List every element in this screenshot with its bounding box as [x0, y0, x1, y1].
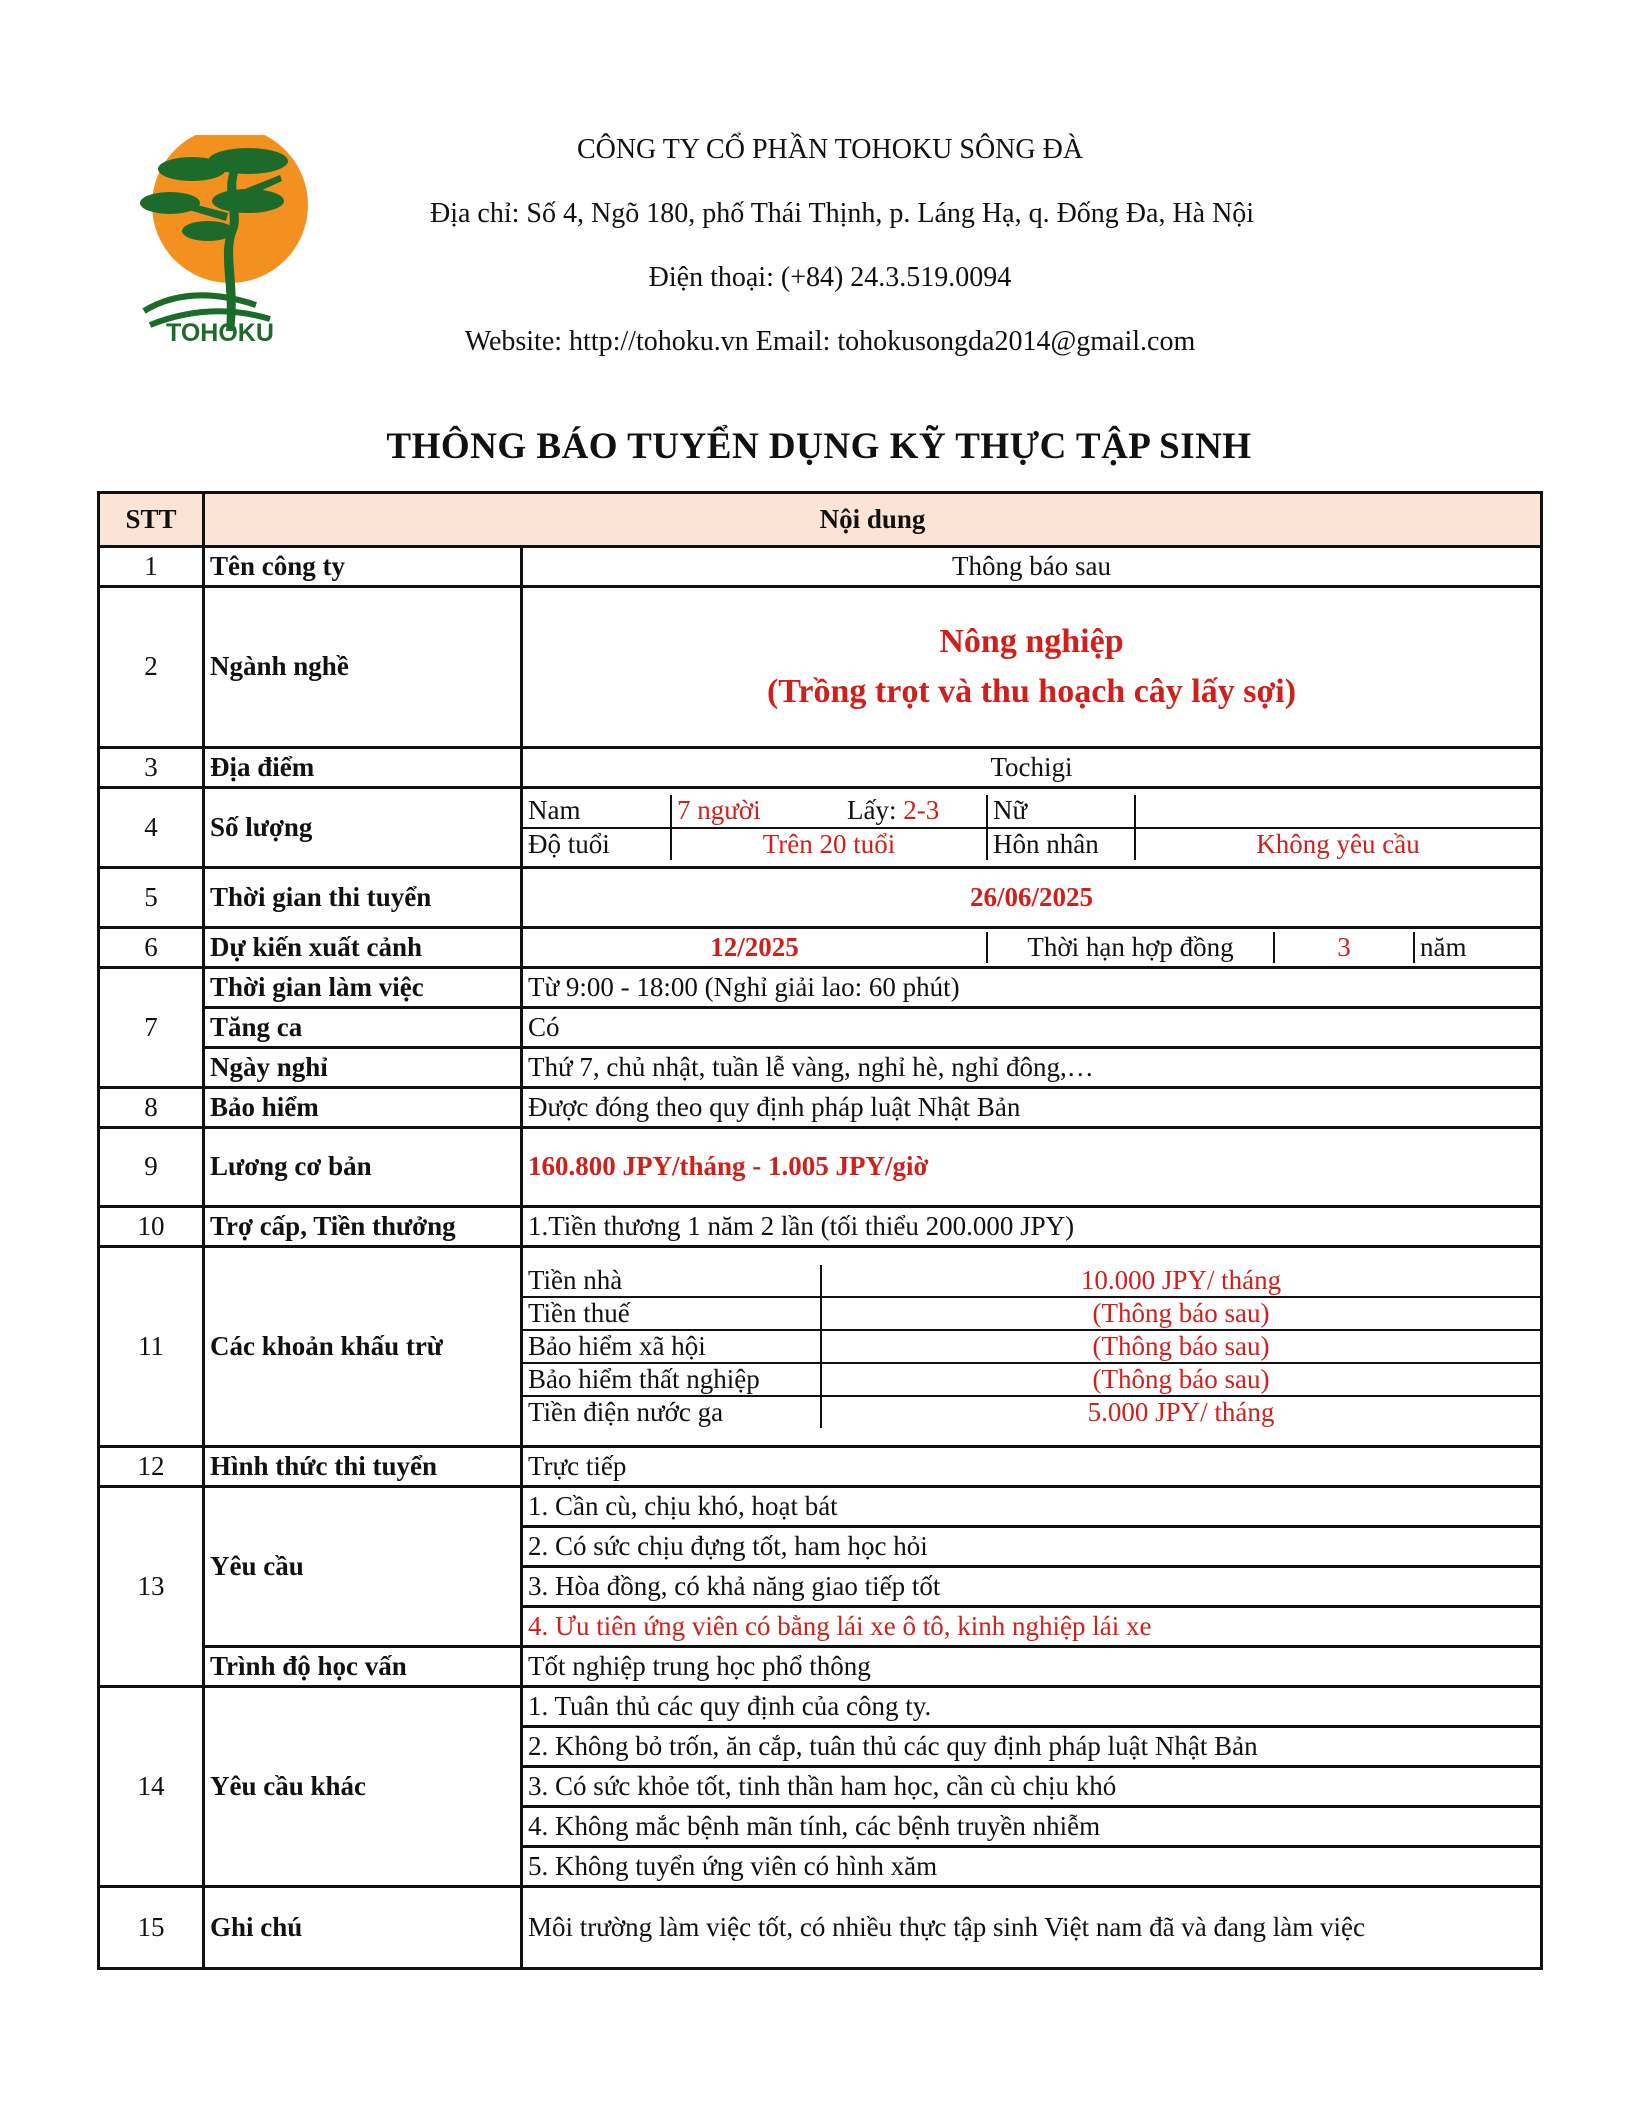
table-row — [99, 1487, 1542, 1527]
table-row — [99, 788, 1542, 868]
row-label: Lương cơ bản — [204, 1128, 522, 1207]
contract-unit: năm — [1420, 931, 1467, 962]
row-label: Ngày nghỉ — [204, 1048, 522, 1088]
page-title: THÔNG BÁO TUYỂN DỤNG KỸ THỰC TẬP SINH — [386, 426, 1252, 467]
row-value — [522, 587, 1542, 748]
departure-value: 12/2025 — [523, 932, 987, 963]
table-row — [99, 547, 1542, 587]
table-row — [99, 1647, 1542, 1687]
deduction-name: Bảo hiểm xã hội — [523, 1330, 821, 1363]
deduction-value: 10.000 JPY/ tháng — [821, 1265, 1540, 1297]
age-value: Trên 20 tuổi — [671, 828, 987, 860]
col-stt-header: STT — [99, 493, 204, 547]
table-row — [99, 1247, 1542, 1447]
row-label: Yêu cầu khác — [204, 1687, 522, 1887]
industry-line1: Nông nghiệp — [939, 623, 1124, 660]
row-label: Thời gian làm việc — [204, 968, 522, 1008]
row-number: 13 — [99, 1487, 204, 1687]
row-value: Trực tiếp — [522, 1447, 1542, 1487]
row-value: 26/06/2025 — [522, 868, 1542, 928]
table-row — [99, 868, 1542, 928]
row-number: 12 — [99, 1447, 204, 1487]
female-label: Nữ — [987, 795, 1135, 827]
table-row — [99, 1128, 1542, 1207]
other-requirement-item: 1. Tuân thủ các quy định của công ty. — [522, 1687, 1542, 1727]
deduction-name: Tiền thuế — [523, 1297, 821, 1330]
table-row — [99, 968, 1542, 1008]
requirement-item: 2. Có sức chịu đựng tốt, ham học hỏi — [522, 1527, 1542, 1567]
company-address: Địa chỉ: Số 4, Ngõ 180, phố Thái Thịnh, p. Láng Hạ, q. Đống Đa, Hà Nội — [430, 198, 1255, 229]
deduction-name: Tiền nhà — [523, 1265, 821, 1297]
male-label: Nam — [523, 795, 671, 827]
table-header-row — [99, 493, 1542, 547]
row-label: Các khoản khấu trừ — [204, 1247, 522, 1447]
row-value: Môi trường làm việc tốt, có nhiều thực tập sinh Việt nam đã và đang làm việc — [522, 1887, 1542, 1969]
row-label: Trình độ học vấn — [204, 1647, 522, 1687]
table-row — [99, 587, 1542, 748]
table-row — [99, 1048, 1542, 1088]
row-number: 7 — [99, 968, 204, 1088]
row-number: 9 — [99, 1128, 204, 1207]
row-value — [522, 788, 1542, 868]
row-value: Tochigi — [522, 748, 1542, 788]
row-label: Số lượng — [204, 788, 522, 868]
row-label: Hình thức thi tuyển — [204, 1447, 522, 1487]
row-number: 5 — [99, 868, 204, 928]
marital-value: Không yêu cầu — [1256, 828, 1420, 859]
table-row — [99, 1447, 1542, 1487]
row-value: Từ 9:00 - 18:00 (Nghỉ giải lao: 60 phút) — [522, 968, 1542, 1008]
company-web: Website: http://tohoku.vn Email: tohokusongda2014@gmail.com — [464, 326, 1196, 357]
col-content-header: Nội dung — [204, 493, 1542, 547]
row-value: 160.800 JPY/tháng - 1.005 JPY/giờ — [522, 1128, 1542, 1207]
row-value: Thứ 7, chủ nhật, tuần lễ vàng, nghỉ hè, nghỉ đông,… — [522, 1048, 1542, 1088]
recruitment-table — [97, 491, 1543, 1970]
contract-label: Thời hạn hợp đồng — [987, 932, 1274, 963]
row-value: Có — [522, 1008, 1542, 1048]
other-requirement-item: 3. Có sức khỏe tốt, tinh thần ham học, cần cù chịu khó — [522, 1767, 1542, 1807]
row-number: 4 — [99, 788, 204, 868]
deduction-name: Tiền điện nước ga — [523, 1396, 821, 1428]
row-label: Địa điểm — [204, 748, 522, 788]
row-number: 3 — [99, 748, 204, 788]
row-number: 6 — [99, 928, 204, 968]
row-label: Thời gian thi tuyển — [204, 868, 522, 928]
row-number: 15 — [99, 1887, 204, 1969]
row-label: Tên công ty — [204, 547, 522, 587]
table-row — [99, 748, 1542, 788]
logo-wordmark: TOHOKU — [166, 319, 274, 345]
requirement-item: 1. Cần cù, chịu khó, hoạt bát — [522, 1487, 1542, 1527]
table-row — [99, 1887, 1542, 1969]
marital-label: Hôn nhân — [987, 828, 1135, 860]
row-number: 1 — [99, 547, 204, 587]
row-value: Thông báo sau — [522, 547, 1542, 587]
deduction-name: Bảo hiểm thất nghiệp — [523, 1363, 821, 1396]
row-value: 1.Tiền thương 1 năm 2 lần (tối thiểu 200.000 JPY) — [522, 1207, 1542, 1247]
deduction-value: 5.000 JPY/ tháng — [1087, 1397, 1275, 1428]
row-number: 2 — [99, 587, 204, 748]
table-row — [99, 1088, 1542, 1128]
row-label: Bảo hiểm — [204, 1088, 522, 1128]
company-name: CÔNG TY CỔ PHẦN TOHOKU SÔNG ĐÀ — [576, 134, 1084, 165]
other-requirement-item: 4. Không mắc bệnh mãn tính, các bệnh truyền nhiễm — [522, 1807, 1542, 1847]
row-value — [522, 1247, 1542, 1447]
company-phone: Điện thoại: (+84) 24.3.519.0094 — [648, 262, 1012, 293]
table-row — [99, 1687, 1542, 1727]
row-value — [522, 928, 1542, 968]
row-number: 10 — [99, 1207, 204, 1247]
row-number: 8 — [99, 1088, 204, 1128]
female-quota — [1135, 795, 1540, 827]
row-value: Tốt nghiệp trung học phổ thông — [522, 1647, 1542, 1687]
row-label: Ngành nghề — [204, 587, 522, 748]
requirement-item: 3. Hòa đồng, có khả năng giao tiếp tốt — [522, 1567, 1542, 1607]
company-logo — [130, 135, 330, 345]
industry-line2: (Trồng trọt và thu hoạch cây lấy sợi) — [766, 673, 1297, 710]
row-label: Dự kiến xuất cảnh — [204, 928, 522, 968]
row-value: Được đóng theo quy định pháp luật Nhật Bản — [522, 1088, 1542, 1128]
other-requirement-item: 5. Không tuyển ứng viên có hình xăm — [522, 1847, 1542, 1887]
male-quota: 7 người Lấy: 2-3 — [671, 795, 987, 827]
deduction-value: (Thông báo sau) — [821, 1363, 1540, 1396]
table-row — [99, 1207, 1542, 1247]
table-row — [99, 1008, 1542, 1048]
age-label: Độ tuổi — [523, 828, 671, 860]
requirement-item: 4. Ưu tiên ứng viên có bằng lái xe ô tô, kinh nghiệp lái xe — [522, 1607, 1542, 1647]
row-label: Trợ cấp, Tiền thưởng — [204, 1207, 522, 1247]
deduction-value: (Thông báo sau) — [821, 1330, 1540, 1363]
contract-value: 3 — [1274, 932, 1414, 963]
company-header — [430, 118, 1255, 374]
row-number: 11 — [99, 1247, 204, 1447]
row-label: Tăng ca — [204, 1008, 522, 1048]
row-label: Ghi chú — [204, 1887, 522, 1969]
other-requirement-item: 2. Không bỏ trốn, ăn cắp, tuân thủ các quy định pháp luật Nhật Bản — [522, 1727, 1542, 1767]
table-row — [99, 928, 1542, 968]
row-number: 14 — [99, 1687, 204, 1887]
deduction-value: (Thông báo sau) — [821, 1297, 1540, 1330]
row-label: Yêu cầu — [204, 1487, 522, 1647]
